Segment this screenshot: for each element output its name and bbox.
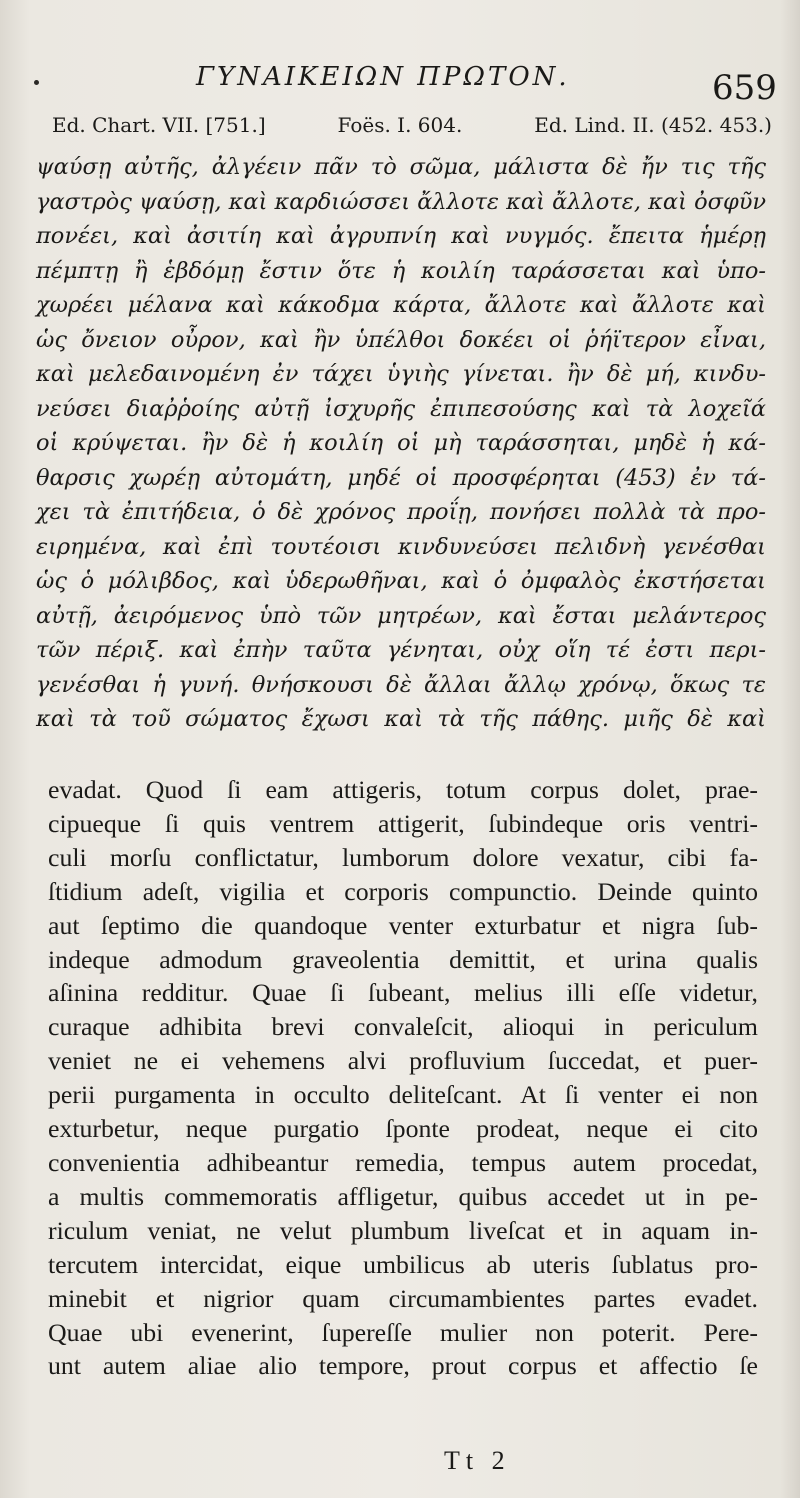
latin-text-line: aut ſeptimo die quandoque venter exturbatur et nigra ſub- (48, 910, 758, 940)
latin-text-line: exturbetur, neque purgatio ſponte prodeat, neque ei cito (48, 1114, 758, 1144)
greek-text-line: γενέσθαι ἡ γυνή. θνήσκουσι δὲ ἄλλαι ἄλλῳ χρόνῳ, ὅκως τε (36, 671, 766, 698)
greek-text-line: οἱ κρύψεται. ἢν δὲ ἡ κοιλίη οἱ μὴ ταράσσηται, μηδὲ ἡ κά- (36, 430, 766, 456)
greek-text-line: χωρέει μέλανα καὶ κάκοδμα κάρτα, ἄλλοτε καὶ ἄλλοτε καὶ (36, 292, 766, 318)
greek-text-line: αὐτῇ, ἀειρόμενος ὑπὸ τῶν μητρέων, καὶ ἔσται μελάντερος (36, 602, 766, 629)
ink-dot (34, 80, 39, 85)
page-number: 659 (712, 68, 777, 108)
latin-text-line: Quae ubi evenerint, ſupereſſe mulier non poterit. Pere- (48, 1317, 758, 1347)
latin-text-line: perii purgamenta in occulto deliteſcant. At ſi venter ei non (48, 1080, 758, 1110)
latin-text-line: veniet ne ei vehemens alvi profluvium ſuccedat, et puer- (48, 1046, 758, 1076)
greek-text-line: νεύσει διαῤῥοίης αὐτῇ ἰσχυρῆς ἐπιπεσούσης καὶ τὰ λοχεῖά (36, 395, 766, 422)
latin-text-line: evadat. Quod ſi eam attigeris, totum corpus dolet, prae- (48, 775, 758, 804)
greek-text-line: ειρημένα, καὶ ἐπὶ τουτέοισι κινδυνεύσει πελιδνὴ γενέσθαι (36, 533, 766, 560)
latin-text-line: a multis commemoratis affligetur, quibus accedet ut in pe- (48, 1181, 758, 1211)
latin-text-line: ſtidium adeſt, vigilia et corporis compunctio. Deinde quinto (48, 876, 758, 906)
latin-text-line: aſinina redditur. Quae ſi ſubeant, melius illi eſſe videtur, (48, 978, 758, 1008)
latin-text-line: culi morſu conflictatur, lumborum dolore vexatur, cibi fa- (48, 842, 758, 872)
greek-text-line: θαρσις χωρέῃ αὐτομάτη, μηδέ οἱ προσφέρηται (453) ἐν τά- (36, 464, 766, 491)
signature-mark: Tt 2 (444, 1446, 511, 1475)
latin-text-line: curaque adhibita brevi convaleſcit, alioqui in periculum (48, 1012, 758, 1042)
latin-text-line: convenientia adhibeantur remedia, tempus autem procedat, (48, 1147, 758, 1177)
greek-text-line: πέμπτῃ ἢ ἑβδόμῃ ἔστιν ὅτε ἡ κοιλίη ταράσσεται καὶ ὑπο- (36, 257, 766, 284)
edition-references (52, 113, 772, 137)
edition-lind-ref: Ed. Lind. II. (452. 453.) (534, 113, 772, 137)
greek-text-line: χει τὰ ἐπιτήδεια, ὁ δὲ χρόνος προΐῃ, πονήσει πολλὰ τὰ προ- (36, 499, 766, 525)
latin-text-block (48, 773, 758, 1383)
greek-text-block (36, 150, 766, 737)
greek-text-line: πονέει, καὶ ἀσιτίη καὶ ἀγρυπνίη καὶ νυγμός. ἔπειτα ἡμέρῃ (36, 223, 766, 249)
latin-text-line: riculum veniat, ne velut plumbum liveſcat et in aquam in- (48, 1215, 758, 1245)
edition-foes-ref: Foës. I. 604. (337, 113, 463, 137)
edition-chart-ref: Ed. Chart. VII. [751.] (52, 113, 266, 137)
latin-text-line: cipueque ſi quis ventrem attigerit, ſubindeque oris ventri- (48, 808, 758, 838)
greek-text-line: ψαύσῃ αὐτῆς, ἀλγέειν πᾶν τὸ σῶμα, μάλιστα δὲ ἤν τις τῆς (36, 154, 766, 180)
greek-text-line: καὶ τὰ τοῦ σώματος ἔχωσι καὶ τὰ τῆς πάθης. μιῆς δὲ καὶ (36, 706, 766, 732)
latin-text-line: indeque admodum graveolentia demittit, et urina qualis (48, 944, 758, 974)
latin-text-line: unt autem aliae alio tempore, prout corpus et affectio ſe (48, 1351, 758, 1381)
greek-text-line: ὡς ὄνειον οὖρον, καὶ ἢν ὑπέλθοι δοκέει οἱ ῥήϊτερον εἶναι, (36, 326, 766, 353)
greek-text-line: καὶ μελεδαινομένη ἐν τάχει ὑγιὴς γίνεται. ἢν δὲ μή, κινδυ- (36, 361, 766, 387)
latin-text-line: tercutem intercidat, eique umbilicus ab uteris ſublatus pro- (48, 1249, 758, 1279)
running-title: ΓΥΝΑΙΚΕΙΩΝ ΠΡΩΤΟΝ. (196, 62, 570, 92)
latin-text-line: minebit et nigrior quam circumambientes partes evadet. (48, 1283, 758, 1313)
greek-text-line: ὡς ὁ μόλιβδος, καὶ ὑδερωθῆναι, καὶ ὁ ὀμφαλὸς ἐκστήσεται (36, 568, 766, 594)
greek-text-line: τῶν πέριξ. καὶ ἐπὴν ταῦτα γένηται, οὐχ οἵη τέ ἐστι περι- (36, 637, 766, 663)
greek-text-line: γαστρὸς ψαύσῃ, καὶ καρδιώσσει ἄλλοτε καὶ ἄλλοτε, καὶ ὀσφῦν (36, 188, 767, 215)
